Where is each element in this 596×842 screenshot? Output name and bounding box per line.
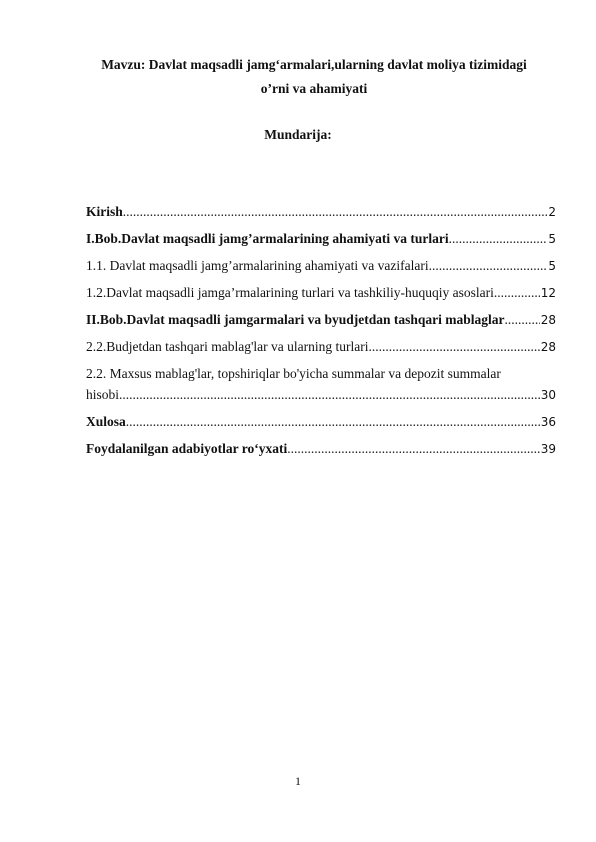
- toc-entry-label: 2.2.Budjetdan tashqari mablag'lar va ularning turlari: [86, 339, 369, 354]
- toc-entry-section-2-2-special-line-1: 2.2. Maxsus mablag'lar, topshiriqlar bo'yicha summalar va depozit summalar: [86, 366, 501, 381]
- toc-entry-label: Foydalanilgan adabiyotlar ro‘yxati: [86, 441, 288, 456]
- toc-entry-page: 39: [540, 442, 556, 456]
- toc-leader-dots: [123, 204, 548, 220]
- toc-leader-dots: [494, 285, 540, 301]
- toc-entry-label: I.Bob.Davlat maqsadli jamg’armalarining ahamiyati va turlari: [86, 231, 449, 246]
- toc-entry-page: 5: [548, 259, 556, 273]
- toc-entry-chapter-2[interactable]: [86, 312, 556, 328]
- toc-entry-bibliography[interactable]: [86, 441, 556, 457]
- toc-entry-label: 1.2.Davlat maqsadli jamga’rmalarining turlari va tashkiliy-huquqiy asoslari: [86, 285, 494, 300]
- toc-entry-section-1-2[interactable]: [86, 285, 556, 301]
- toc-entry-page: 28: [540, 340, 556, 354]
- toc-entry-section-2-2-special[interactable]: [86, 387, 556, 403]
- toc-entry-section-1-1[interactable]: [86, 258, 556, 274]
- toc-entry-label: hisobi: [86, 387, 120, 402]
- toc-entry-label: Kirish: [86, 204, 123, 219]
- toc-leader-dots: [287, 441, 539, 457]
- toc-leader-dots: [505, 312, 540, 328]
- contents-heading: Mundarija:: [264, 127, 332, 142]
- toc-leader-dots: [119, 387, 540, 403]
- toc-leader-dots: [449, 231, 548, 247]
- toc-entry-page: 28: [540, 313, 556, 327]
- toc-entry-label: Xulosa: [86, 414, 126, 429]
- toc-entry-section-2-2-budget[interactable]: [86, 339, 556, 355]
- toc-entry-xulosa[interactable]: [86, 414, 556, 430]
- toc-entry-kirish[interactable]: [86, 204, 556, 220]
- toc-entry-label: II.Bob.Davlat maqsadli jamgarmalari va byudjetdan tashqari mablaglar: [86, 312, 505, 327]
- toc-entry-page: 30: [540, 388, 556, 402]
- document-title-line-1: Mavzu: Davlat maqsadli jamg‘armalari,ularning davlat moliya tizimidagi: [101, 57, 527, 72]
- document-title-line-2: o’rni va ahamiyati: [260, 81, 368, 96]
- toc-entry-page: 5: [548, 232, 556, 246]
- toc-leader-dots: [126, 414, 540, 430]
- toc-leader-dots: [368, 339, 539, 355]
- toc-entry-page: 2: [548, 205, 556, 219]
- toc-entry-page: 36: [540, 415, 556, 429]
- page-number: 1: [295, 774, 301, 788]
- toc-leader-dots: [429, 258, 548, 274]
- toc-entry-page: 12: [540, 286, 556, 300]
- toc-entry-label: 1.1. Davlat maqsadli jamg’armalarining ahamiyati va vazifalari: [86, 258, 429, 273]
- toc-entry-chapter-1[interactable]: [86, 231, 556, 247]
